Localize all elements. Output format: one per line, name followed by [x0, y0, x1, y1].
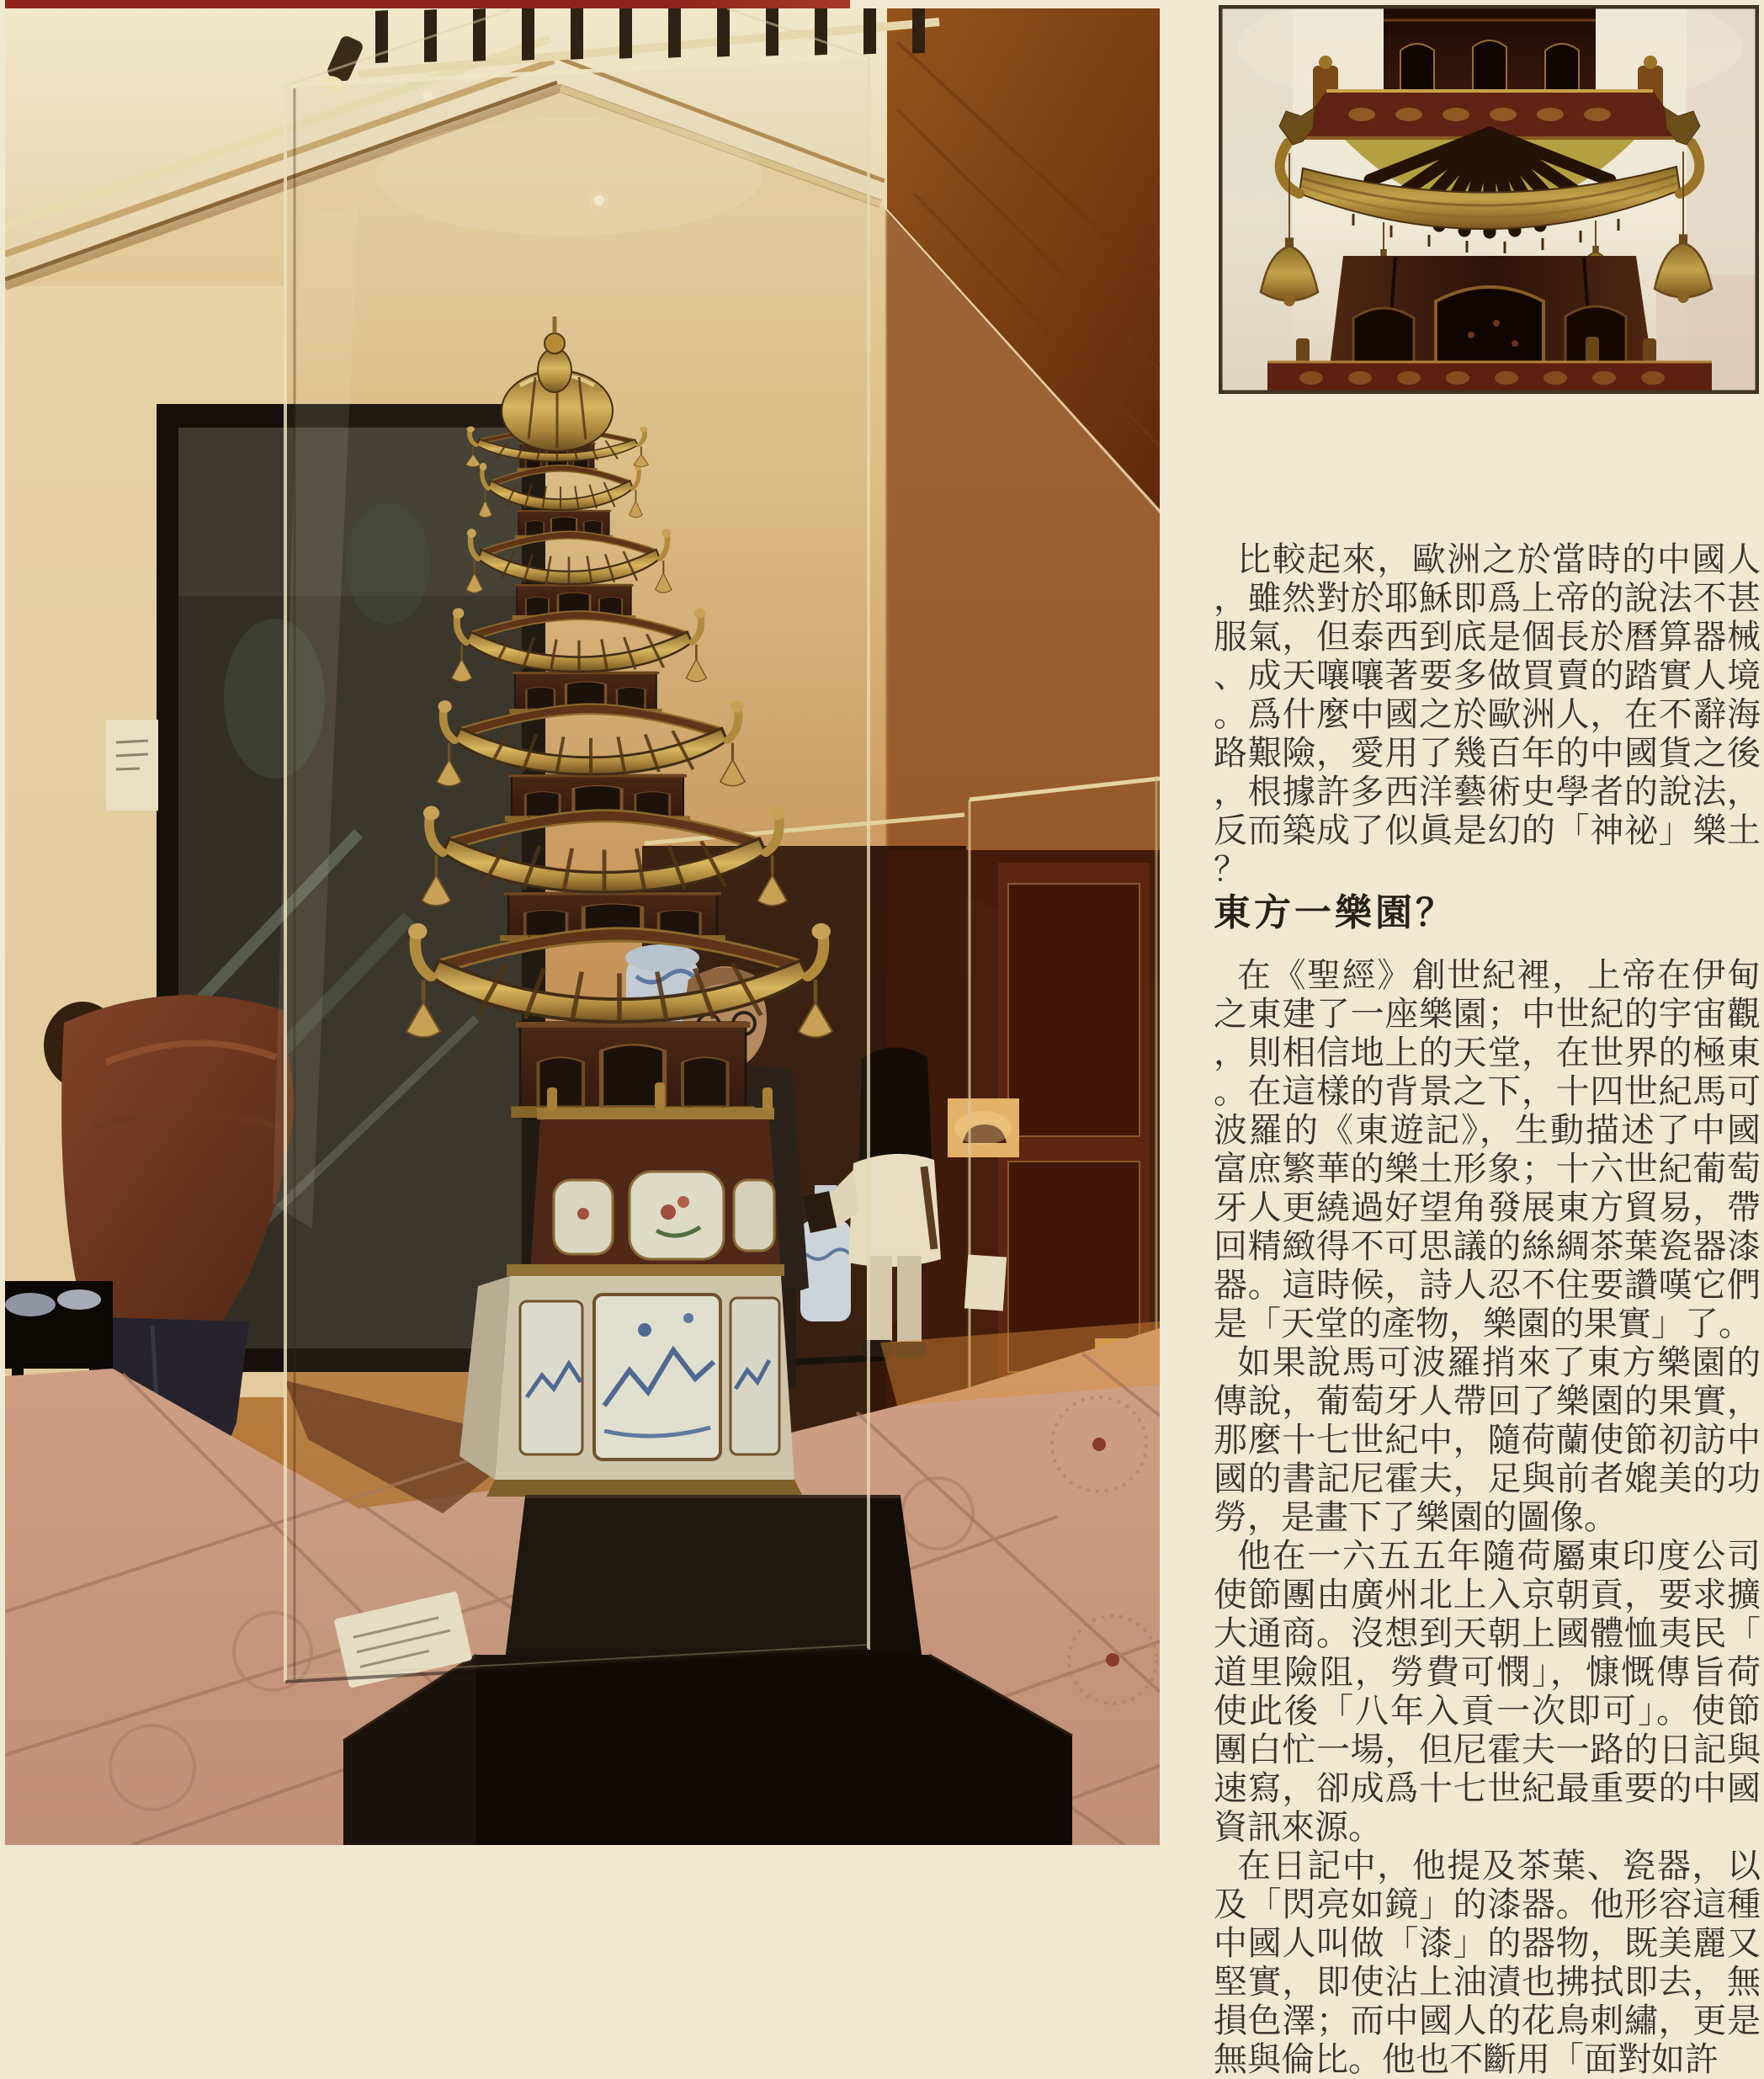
article-paragraph: 他在一六五五年隨荷屬東印度公司使節團由廣州北上入京朝貢，要求擴大通商。沒想到天朝上國體恤夷民「道里險阻，勞費可憫」，慷慨傳旨荷使此後「八年入貢一次即可」。使節團白忙一場，但尼霍夫一路的日記與速寫，卻成爲十七世紀最重要的中國資訊來源。: [1214, 1537, 1761, 1846]
case-info-card: [964, 1254, 1007, 1311]
glass-display-case: [273, 8, 869, 1682]
lit-teapot-shelf: [948, 1098, 1019, 1157]
article-paragraph: 在日記中，他提及茶葉、瓷器，以及「閃亮如鏡」的漆器。他形容這種中國人叫做「漆」的器物，既美麗又堅實，即使沾上油漬也拂拭即去，無損色澤；而中國人的花鳥刺繡，更是無與倫比。他也不斷用「面對如許: [1214, 1847, 1761, 2078]
page-top-red-edge: [5, 0, 850, 8]
left-photo-scene: [5, 8, 1160, 1845]
section-heading: 東方一樂園？: [1214, 891, 1456, 934]
article-text-column: [1214, 540, 1761, 2079]
left-photo-museum-gallery: [5, 8, 1160, 1845]
article-paragraph: 比較起來，歐洲之於當時的中國人，雖然對於耶穌即爲上帝的說法不甚服氣，但泰西到底是個長於曆算器械、成天嚷嚷著要多做買賣的踏實人境。爲什麼中國之於歐洲人，在不辭海路艱險，愛用了幾百年的中國貨之後，根據許多西洋藝術史學者的說法，反而築成了似眞是幻的「神祕」樂土？: [1214, 540, 1761, 888]
right-photo-pagoda-closeup: [1219, 5, 1759, 394]
right-photo-scene: [1219, 5, 1759, 394]
wall-label-card: [106, 720, 158, 811]
article-paragraph: 如果說馬可波羅捎來了東方樂園的傳說，葡萄牙人帶回了樂園的果實，那麼十七世紀中，隨荷蘭使節初訪中國的書記尼霍夫，足與前者媲美的功勞，是畫下了樂園的圖像。: [1214, 1343, 1761, 1536]
article-paragraph: 在《聖經》創世紀裡，上帝在伊甸之東建了一座樂園；中世紀的宇宙觀，則相信地上的天堂，在世界的極東。在這樣的背景之下，十四世紀馬可波羅的《東遊記》，生動描述了中國富庶繁華的樂土形象；十六世紀葡萄牙人更繞過好望角發展東方貿易，帶回精緻得不可思議的絲綢茶葉瓷器漆器。這時候，詩人忍不住要讚嘆它們是「天堂的產物，樂園的果實」了。: [1214, 956, 1761, 1343]
